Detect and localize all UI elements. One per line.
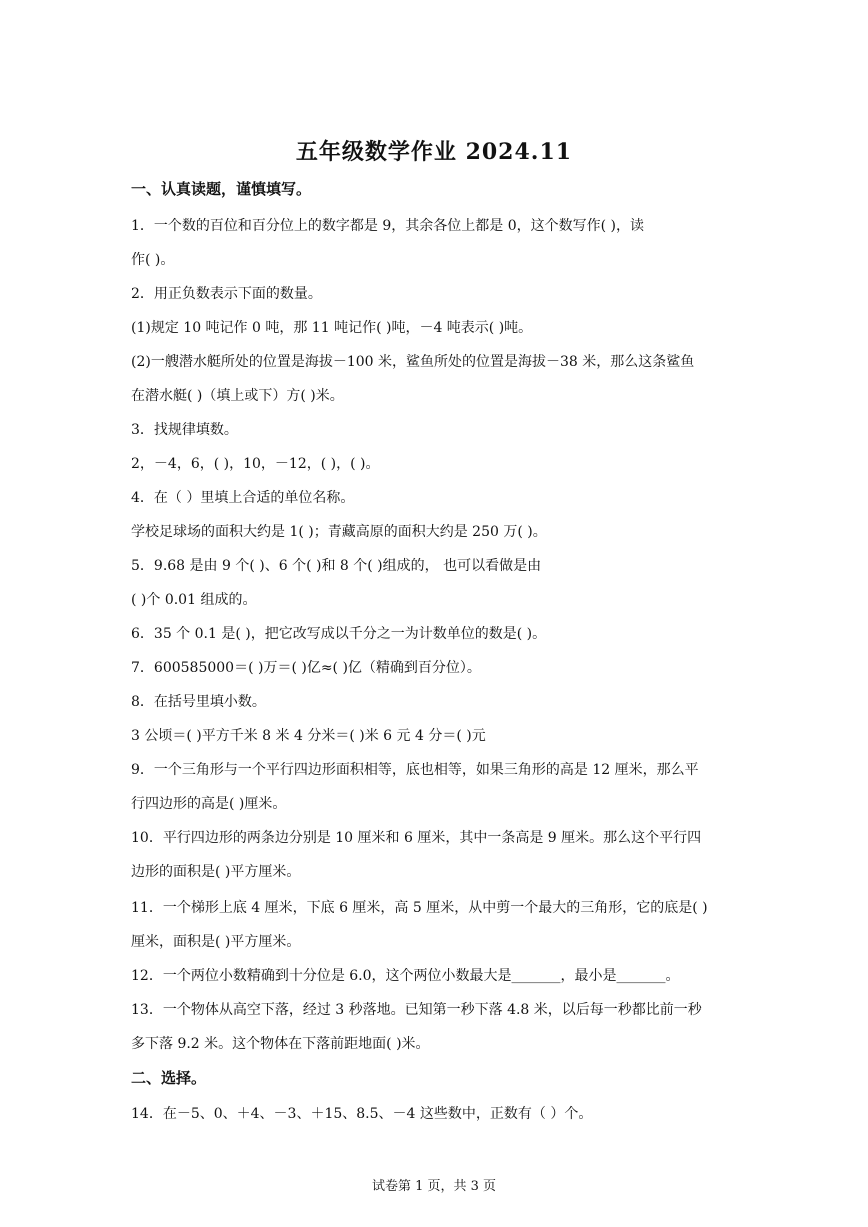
question-line: 11．一个梯形上底 4 厘米，下底 6 厘米，高 5 厘米，从中剪一个最大的三角形，它的底是( )	[131, 900, 708, 916]
question-line: 4．在（ ）里填上合适的单位名称。	[131, 490, 355, 506]
question-line: 1．一个数的百位和百分位上的数字都是 9，其余各位上都是 0，这个数写作( )，读	[131, 218, 644, 234]
question-line: 行四边形的高是( )厘米。	[131, 796, 287, 812]
question-line: 13．一个物体从高空下落，经过 3 秒落地。已知第一秒下落 4.8 米，以后每一秒都比前一秒	[131, 1002, 702, 1018]
question-line: 2，－4，6，( )，10，－12，( )，( )。	[131, 456, 380, 472]
section-heading-choice: 二、选择。	[131, 1069, 207, 1087]
question-line: 在潜水艇( )（填上或下）方( )米。	[131, 388, 344, 404]
question-line: 5．9.68 是由 9 个( )、6 个( )和 8 个( )组成的， 也可以看做是由	[131, 558, 542, 574]
page-footer: 试卷第 1 页，共 3 页	[371, 1179, 497, 1194]
question-line: (1)规定 10 吨记作 0 吨，那 11 吨记作( )吨，－4 吨表示( )吨。	[131, 320, 533, 336]
question-line: (2)一艘潜水艇所处的位置是海拔－100 米，鲨鱼所处的位置是海拔－38 米，那么这条鲨鱼	[131, 354, 695, 370]
question-line: 作( )。	[131, 252, 175, 268]
question-line: 14．在－5、0、＋4、－3、＋15、8.5、－4 这些数中，正数有（ ）个。	[131, 1106, 593, 1122]
question-line: 7．600585000＝( )万＝( )亿≈( )亿（精确到百分位）。	[131, 660, 481, 676]
page-title: 五年级数学作业 2024.11	[295, 139, 573, 165]
question-line: 厘米，面积是( )平方厘米。	[131, 934, 301, 950]
question-line: 6．35 个 0.1 是( )，把它改写成以千分之一为计数单位的数是( )。	[131, 626, 547, 642]
question-line: 12．一个两位小数精确到十分位是 6.0，这个两位小数最大是_______，最小是_______。	[131, 968, 680, 984]
question-line: 3 公顷＝( )平方千米 8 米 4 分米＝( )米 6 元 4 分＝( )元	[131, 728, 486, 744]
question-line: 8．在括号里填小数。	[131, 694, 266, 710]
section-heading-fill-in: 一、认真读题，谨慎填写。	[131, 180, 312, 198]
question-line: 学校足球场的面积大约是 1( )；青藏高原的面积大约是 250 万( )。	[131, 524, 547, 540]
question-line: 9．一个三角形与一个平行四边形面积相等，底也相等，如果三角形的高是 12 厘米，那么平	[131, 762, 699, 778]
question-line: 3．找规律填数。	[131, 422, 238, 438]
question-line: 多下落 9.2 米。这个物体在下落前距地面( )米。	[131, 1036, 430, 1052]
question-line: 边形的面积是( )平方厘米。	[131, 864, 301, 880]
question-line: 10．平行四边形的两条边分别是 10 厘米和 6 厘米，其中一条高是 9 厘米。那么这个平行四	[131, 830, 702, 846]
question-line: ( )个 0.01 组成的。	[131, 592, 257, 608]
question-line: 2．用正负数表示下面的数量。	[131, 286, 322, 302]
